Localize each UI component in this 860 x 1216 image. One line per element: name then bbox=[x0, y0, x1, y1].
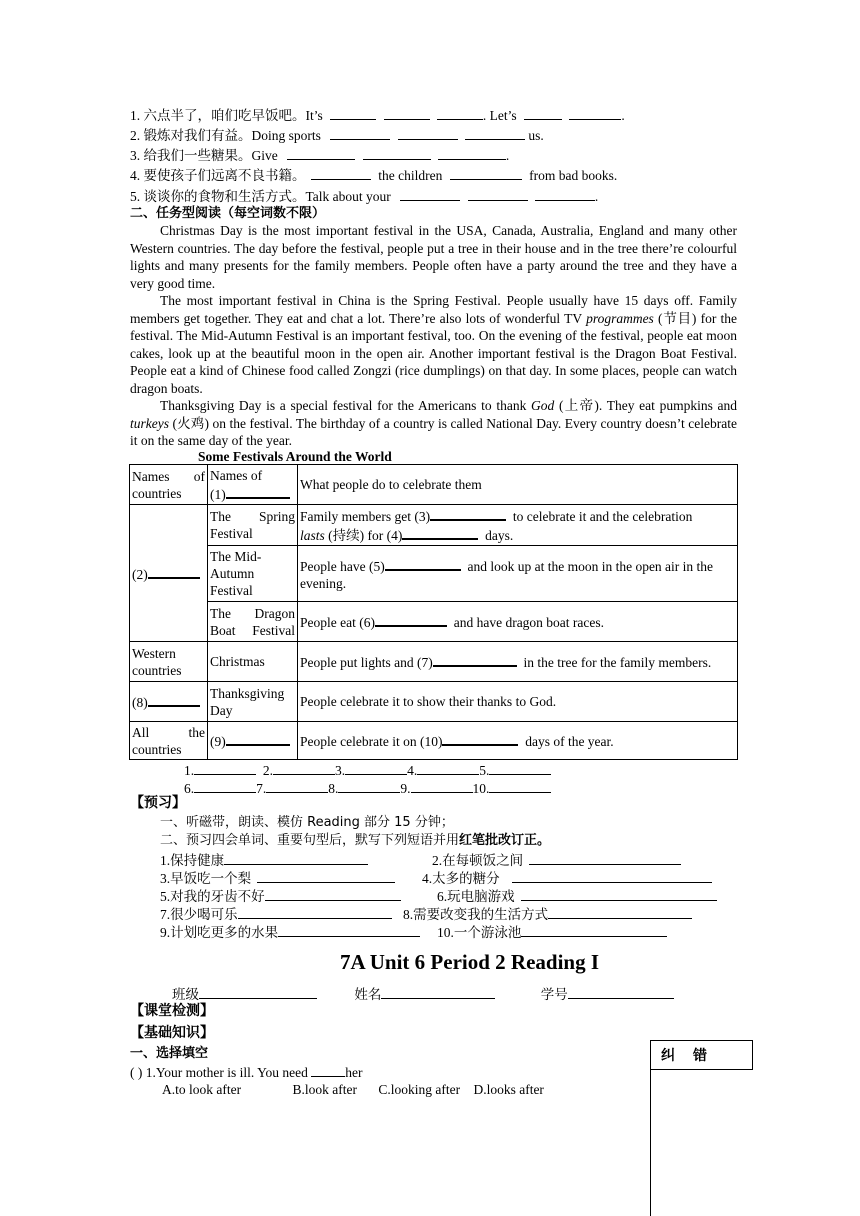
table-row bbox=[130, 722, 738, 760]
option-c[interactable]: C.looking after bbox=[378, 1082, 461, 1097]
text: 9.计划吃更多的水果 bbox=[160, 925, 279, 940]
cell-activity: People celebrate it to show their thanks to God. bbox=[298, 682, 738, 722]
text: (上帝). They eat pumpkins and bbox=[558, 398, 738, 413]
blank[interactable] bbox=[402, 525, 478, 540]
text: from bad books. bbox=[529, 168, 618, 183]
translation-line-4 bbox=[130, 166, 617, 185]
cell-activity bbox=[298, 602, 738, 642]
text: Thanksgiving Day is a special festival for the Americans to thank bbox=[160, 398, 527, 413]
blank[interactable] bbox=[311, 1063, 345, 1077]
blank[interactable] bbox=[437, 106, 483, 120]
option-b[interactable]: B.look after bbox=[292, 1082, 357, 1097]
option-d[interactable]: D.looks after bbox=[473, 1082, 544, 1097]
blank[interactable] bbox=[569, 106, 621, 120]
answer-blank[interactable] bbox=[194, 761, 256, 775]
header-what: What people do to celebrate them bbox=[298, 465, 738, 505]
answer-blank[interactable] bbox=[273, 761, 335, 775]
blank[interactable] bbox=[524, 106, 562, 120]
text: 7. bbox=[256, 781, 267, 796]
text: 5.对我的牙齿不好 bbox=[160, 889, 265, 904]
class-label: 班级 bbox=[172, 987, 199, 1002]
cell-festival: The Spring Festival bbox=[208, 505, 298, 546]
phrase-item bbox=[160, 905, 392, 924]
translation-line-3 bbox=[130, 146, 509, 165]
id-field[interactable] bbox=[568, 985, 674, 999]
cell-festival bbox=[208, 722, 298, 760]
text: her bbox=[345, 1065, 363, 1080]
text: 1. bbox=[184, 763, 195, 778]
blank[interactable] bbox=[385, 556, 461, 571]
cell-country bbox=[130, 682, 208, 722]
text: 1.保持健康 bbox=[160, 853, 225, 868]
paragraph-2 bbox=[130, 292, 737, 397]
phrase-item bbox=[437, 887, 717, 906]
text: (1) bbox=[210, 486, 226, 502]
text: 3.早饭吃一个梨 bbox=[160, 871, 252, 886]
question-1-options bbox=[162, 1081, 544, 1099]
student-info bbox=[172, 985, 674, 1004]
text: 10.一个游泳池 bbox=[437, 925, 522, 940]
cn-text: 1. 六点半了，咱们吃早饭吧。 bbox=[130, 108, 306, 123]
blank[interactable] bbox=[226, 484, 290, 499]
blank[interactable] bbox=[465, 126, 525, 140]
cell-activity bbox=[298, 505, 738, 546]
text: days. bbox=[485, 528, 514, 543]
blank[interactable] bbox=[257, 869, 395, 883]
text: . Let’s bbox=[482, 108, 517, 123]
text: 10. bbox=[472, 781, 490, 796]
phrase-item bbox=[437, 923, 667, 942]
blank[interactable] bbox=[278, 923, 420, 937]
text: People have (5) bbox=[300, 558, 385, 574]
text: (9) bbox=[210, 734, 226, 749]
blank[interactable] bbox=[529, 851, 681, 865]
text: (节目) for the festival. The Mid-Autumn Festival is an important festival, too. On the evening of the festival, people eat moon cakes, look up at the beautiful moon in the open air. Another important festival is the Dragon Boat Festival. People eat a kind of Chinese food called Zongzi (rice dumplings) on that day. In some places, people can watch dragon boats. bbox=[130, 310, 738, 396]
table-caption: Some Festivals Around the World bbox=[198, 449, 392, 464]
cell-festival: Christmas bbox=[208, 642, 298, 682]
blank[interactable] bbox=[287, 146, 355, 160]
text: The most important festival in China is the Spring Festival. People usually have 15 days off. Family members get together. They eat and chat a lot. There’re also lots of wonderful TV bbox=[130, 293, 737, 326]
question-1 bbox=[130, 1063, 363, 1082]
answer-blank[interactable] bbox=[345, 761, 407, 775]
blank[interactable] bbox=[433, 652, 517, 667]
text: (8) bbox=[132, 695, 148, 710]
correction-box: 纠错 bbox=[650, 1040, 753, 1070]
text: and have dragon boat races. bbox=[453, 615, 605, 630]
text: (持续) for (4) bbox=[328, 528, 403, 543]
text: 7.很少喝可乐 bbox=[160, 907, 238, 922]
question-text: Your mother is ill. You need bbox=[155, 1065, 308, 1080]
paragraph-3 bbox=[130, 397, 737, 450]
translation-line-2 bbox=[130, 126, 544, 145]
text: People celebrate it on (10) bbox=[300, 734, 443, 749]
text: 4.太多的糖分 bbox=[422, 871, 500, 886]
table-row bbox=[130, 642, 738, 682]
cell-country-2 bbox=[130, 505, 208, 642]
answer-blank[interactable] bbox=[338, 779, 400, 793]
blank[interactable] bbox=[468, 187, 528, 201]
reading-passage bbox=[130, 222, 737, 450]
cell-activity bbox=[298, 546, 738, 602]
blank[interactable] bbox=[375, 612, 447, 627]
header-countries: Names of countries bbox=[130, 465, 208, 505]
phrase-item bbox=[160, 887, 401, 906]
text: . bbox=[505, 148, 510, 163]
blank[interactable] bbox=[430, 506, 506, 521]
answer-row-1 bbox=[184, 761, 551, 780]
text: Family members get (3) bbox=[300, 509, 431, 524]
text: 4. bbox=[407, 763, 418, 778]
italic-word: lasts bbox=[300, 528, 325, 543]
page-title: 7A Unit 6 Period 2 Reading I bbox=[340, 950, 600, 974]
text: 6.玩电脑游戏 bbox=[437, 889, 515, 904]
text: (2) bbox=[132, 566, 148, 582]
header-festivals bbox=[208, 465, 298, 505]
blank[interactable] bbox=[226, 731, 290, 746]
text: us. bbox=[528, 128, 544, 143]
cell-country: Western countries bbox=[130, 642, 208, 682]
text: . bbox=[594, 189, 599, 204]
table-row bbox=[130, 465, 738, 505]
text: days of the year. bbox=[525, 734, 614, 749]
en-text: Talk about your bbox=[305, 189, 391, 204]
text: and look up at the moon in the open air in the evening. bbox=[300, 558, 714, 591]
text: 二、预习四会单词、重要句型后，默写下列短语并用 bbox=[160, 833, 460, 848]
answer-blank[interactable] bbox=[194, 779, 256, 793]
italic-word: programmes bbox=[586, 310, 654, 326]
table-row bbox=[130, 505, 738, 546]
translation-line-1 bbox=[130, 106, 625, 125]
cn-text: 4. 要使孩子们远离不良书籍。 bbox=[130, 168, 306, 183]
cell-activity bbox=[298, 722, 738, 760]
text: the children bbox=[378, 168, 443, 183]
cn-text: 2. 锻炼对我们有益。 bbox=[130, 128, 252, 143]
blank[interactable] bbox=[521, 887, 717, 901]
paragraph-1: Christmas Day is the most important festival in the USA, Canada, Australia, England and many other Western countries. The day before the festival, people put a tree in their house and in the tree there’re colourful lights and many presents for the family members. People often have a party around the tree and they have a very good time. bbox=[130, 223, 737, 291]
italic-word: God bbox=[531, 398, 555, 413]
answer-blank[interactable] bbox=[411, 779, 473, 793]
text: People eat (6) bbox=[300, 615, 375, 630]
preview-line-2 bbox=[160, 832, 550, 850]
blank[interactable] bbox=[442, 731, 518, 746]
blank[interactable] bbox=[330, 126, 390, 140]
phrase-item bbox=[422, 869, 712, 888]
section-basic-knowledge: 【基础知识】 bbox=[130, 1025, 214, 1041]
text: in the tree for the family members. bbox=[523, 655, 712, 670]
en-text: Give bbox=[251, 148, 278, 163]
answer-blank[interactable] bbox=[266, 779, 328, 793]
phrase-item bbox=[160, 923, 420, 942]
text: People put lights and (7) bbox=[300, 655, 433, 670]
cell-festival: The Dragon Boat Festival bbox=[208, 602, 298, 642]
answer-blank[interactable] bbox=[417, 761, 479, 775]
text: 8. bbox=[328, 781, 339, 796]
blank[interactable] bbox=[548, 905, 692, 919]
italic-word: turkeys bbox=[130, 415, 169, 431]
text: 3. bbox=[335, 763, 346, 778]
answer-row-2 bbox=[184, 779, 551, 798]
cell-festival: Thanksgiving Day bbox=[208, 682, 298, 722]
text: 5. bbox=[479, 763, 490, 778]
text: 2.在每顿饭之间 bbox=[432, 853, 524, 868]
table-row bbox=[130, 682, 738, 722]
phrase-item bbox=[403, 905, 692, 924]
blank[interactable] bbox=[450, 166, 522, 180]
text: Names of bbox=[210, 467, 263, 483]
cell-activity bbox=[298, 642, 738, 682]
section-classroom-test: 【课堂检测】 bbox=[130, 1003, 214, 1019]
cell-country: All the countries bbox=[130, 722, 208, 760]
answer-blank[interactable] bbox=[489, 761, 551, 775]
answer-blank[interactable] bbox=[489, 779, 551, 793]
id-label: 学号 bbox=[540, 987, 568, 1002]
preview-heading: 【预习】 bbox=[130, 795, 186, 811]
blank[interactable] bbox=[330, 106, 376, 120]
cn-text: 3. 给我们一些糖果。 bbox=[130, 148, 252, 163]
option-a[interactable]: A.to look after bbox=[162, 1082, 242, 1097]
question-number[interactable]: ( ) 1. bbox=[130, 1065, 156, 1080]
blank[interactable] bbox=[512, 869, 712, 883]
blank[interactable] bbox=[148, 692, 200, 707]
text: 9. bbox=[400, 781, 411, 796]
blank[interactable] bbox=[438, 146, 506, 160]
blank[interactable] bbox=[535, 187, 595, 201]
blank[interactable] bbox=[224, 851, 368, 865]
blank[interactable] bbox=[265, 887, 401, 901]
phrase-item bbox=[160, 851, 368, 870]
blank[interactable] bbox=[400, 187, 460, 201]
section-multiple-choice: 一、选择填空 bbox=[130, 1046, 209, 1061]
blank[interactable] bbox=[363, 146, 431, 160]
blank[interactable] bbox=[148, 564, 200, 579]
phrase-item bbox=[160, 869, 395, 888]
blank[interactable] bbox=[398, 126, 458, 140]
blank[interactable] bbox=[384, 106, 430, 120]
table-row bbox=[130, 546, 738, 602]
name-field[interactable] bbox=[381, 985, 495, 999]
class-field[interactable] bbox=[199, 985, 317, 999]
en-text: It’s bbox=[305, 108, 323, 123]
phrase-item bbox=[432, 851, 681, 870]
correction-column-line bbox=[650, 1070, 651, 1216]
cell-festival: The Mid-Autumn Festival bbox=[208, 546, 298, 602]
text: 8.需要改变我的生活方式 bbox=[403, 907, 549, 922]
text: 6. bbox=[184, 781, 195, 796]
en-text: Doing sports bbox=[251, 128, 321, 143]
text: 2. bbox=[262, 763, 273, 778]
cn-text: 5. 谈谈你的食物和生活方式。 bbox=[130, 189, 306, 204]
task-reading-heading: 二、任务型阅读（每空词数不限） bbox=[130, 206, 326, 221]
festivals-table bbox=[129, 464, 738, 760]
text: 红笔批改订正。 bbox=[459, 833, 551, 848]
blank[interactable] bbox=[521, 923, 667, 937]
text: . bbox=[621, 108, 625, 123]
table-row bbox=[130, 602, 738, 642]
preview-line-1: 一、听磁带，朗读、模仿 Reading 部分 15 分钟； bbox=[160, 815, 454, 830]
blank[interactable] bbox=[238, 905, 392, 919]
text: to celebrate it and the celebration bbox=[512, 509, 693, 524]
translation-line-5 bbox=[130, 187, 598, 206]
text: (火鸡) on the festival. The birthday of a country is called National Day. Every country doesn’t celebrate it on the same day of the year. bbox=[130, 415, 738, 448]
blank[interactable] bbox=[311, 166, 371, 180]
name-label: 姓名 bbox=[354, 987, 382, 1002]
